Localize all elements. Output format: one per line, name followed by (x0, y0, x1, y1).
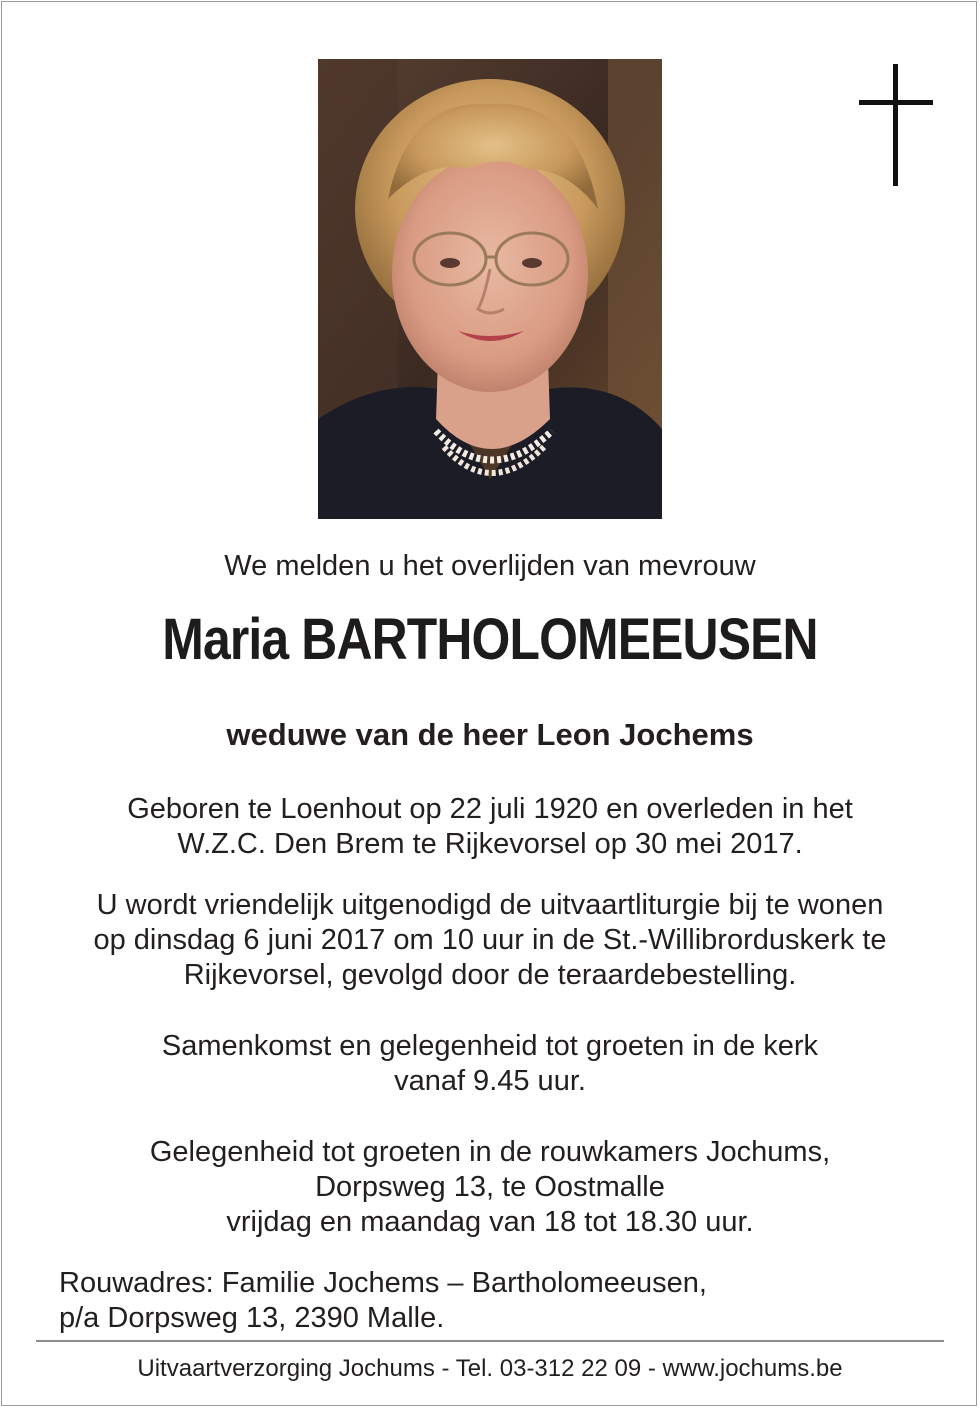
invitation-paragraph (0, 888, 980, 993)
cross-icon (859, 64, 933, 186)
cross-horizontal-bar (859, 100, 933, 105)
gathering-paragraph (0, 1029, 980, 1099)
paragraph-line: vrijdag en maandag van 18 tot 18.30 uur. (226, 1206, 754, 1238)
paragraph-line: op dinsdag 6 juni 2017 om 10 uur in de St.-Willibrorduskerk te (93, 924, 887, 956)
paragraph-line: Geboren te Loenhout op 22 juli 1920 en overleden in het (127, 793, 853, 825)
birth-death-paragraph (0, 792, 980, 862)
paragraph-line: W.Z.C. Den Brem te Rijkevorsel op 30 mei 2017. (177, 828, 803, 860)
funeral-home-paragraph (0, 1135, 980, 1240)
paragraph-line: Gelegenheid tot groeten in de rouwkamers Jochums, (149, 1136, 831, 1168)
paragraph-line: vanaf 9.45 uur. (394, 1065, 586, 1097)
deceased-name: Maria BARTHOLOMEEUSEN (162, 607, 818, 672)
announcement-intro: We melden u het overlijden van mevrouw (224, 550, 756, 582)
paragraph-line: U wordt vriendelijk uitgenodigd de uitvaartliturgie bij te wonen (96, 889, 884, 921)
portrait-illustration (318, 59, 662, 519)
address-line: Rouwadres: Familie Jochems – Bartholomeeusen, (59, 1267, 707, 1299)
cross-vertical-bar (893, 64, 898, 186)
paragraph-line: Dorpsweg 13, te Oostmalle (315, 1171, 665, 1203)
portrait-photo (318, 59, 662, 519)
footer-contact: Uitvaartverzorging Jochums - Tel. 03-312 22 09 - www.jochums.be (137, 1355, 843, 1382)
address-line: p/a Dorpsweg 13, 2390 Malle. (59, 1302, 445, 1334)
paragraph-line: Rijkevorsel, gevolgd door de teraardebestelling. (183, 959, 797, 991)
mourning-address (59, 1266, 707, 1336)
footer-divider (36, 1340, 944, 1342)
paragraph-line: Samenkomst en gelegenheid tot groeten in de kerk (161, 1030, 819, 1062)
widow-of-line: weduwe van de heer Leon Jochems (226, 717, 754, 752)
